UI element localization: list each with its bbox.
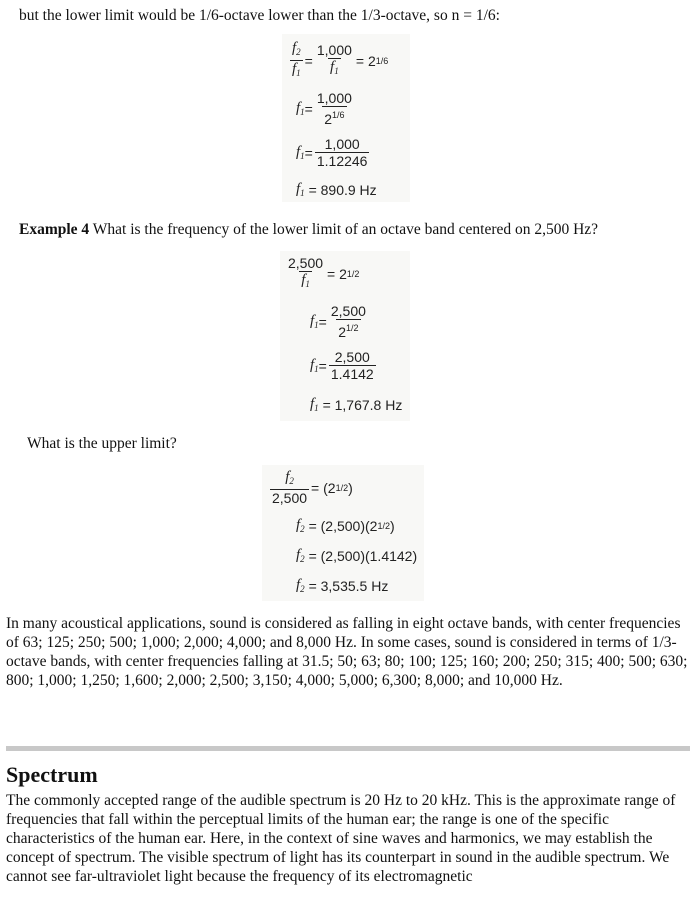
eq1-line4: $f_1$ = 890.9 Hz xyxy=(296,181,377,198)
section-divider xyxy=(6,746,690,751)
octave-bands-paragraph: In many acoustical applications, sound is considered as falling in eight octave bands, with center frequencies of 63; 125; 250; 500; 1,000; 2,000; 4,000; and 8,000 Hz. In some cases, sound is considered in terms of 1/3-octave bands, with center frequencies falling at 31.5; 50; 63; 80; 100; 125; 160; 200; 250; 315; 400; 500; 630; 800; 1,000; 1,250; 1,600; 2,000; 2,500; 3,150; 4,000; 5,000; 6,300; 8,000; and 10,000 Hz. xyxy=(6,615,688,689)
eq2-line3: $f_1$ = $\frac{2,500}{1.4142}$ xyxy=(310,349,374,382)
equation-block-1 xyxy=(282,34,410,202)
section-heading-spectrum: Spectrum xyxy=(6,762,98,787)
equation-block-2 xyxy=(280,251,410,421)
spectrum-paragraph: The commonly accepted range of the audible spectrum is 20 Hz to 20 kHz. This is the approximate range of frequencies that fall within the perceptual limits of the human ear; the range is one of the specific characteristics of the human ear. Here, in the context of sine waves and harmonics, we may establish the concept of spectrum. The visible spectrum of light has its counterpart in sound in the audible spectrum. We cannot see far-ultraviolet light because the frequency of its electromagnetic xyxy=(6,792,676,885)
eq1-line1: $\frac{f_2}{f_1}$ = $\frac{1,000}{f_1}$ = 2 1/6 xyxy=(288,40,388,81)
eq2-line4: $f_1$ = 1,767.8 Hz xyxy=(310,396,403,413)
example-4: Example 4 What is the frequency of the lower limit of an octave band centered on 2,500 Hz? xyxy=(19,221,599,238)
eq2-line1: $\frac{2,500}{f_1}$ = 2 1/2 xyxy=(284,255,359,292)
eq3-line3: $f_2$ = (2,500)(1.4142) xyxy=(296,547,418,564)
equation-block-3 xyxy=(262,465,424,601)
eq1-line3: $f_1$ = $\frac{1,000}{1.12246}$ xyxy=(296,136,368,169)
eq1-fraction: $\frac{1,000}{f_1}$ xyxy=(315,42,354,79)
upper-limit-question: What is the upper limit? xyxy=(27,435,177,452)
eq1-ratio: $\frac{f_2}{f_1}$ xyxy=(290,40,303,81)
eq1-line2: $f_1$ = $\frac{1,000}{2^{1/6}}$ xyxy=(296,90,352,127)
eq3-line1: $\frac{f_2}{2,500}$ = (2 1/2 ) xyxy=(272,469,353,506)
eq3-line2: $f_2$ = (2,500)(2 1/2 ) xyxy=(296,517,395,534)
intro-text: but the lower limit would be 1/6-octave lower than the 1/3-octave, so n = 1/6: xyxy=(19,7,500,24)
eq3-line4: $f_2$ = 3,535.5 Hz xyxy=(296,577,389,594)
eq2-line2: $f_1$ = $\frac{2,500}{2^{1/2}}$ xyxy=(310,303,366,340)
